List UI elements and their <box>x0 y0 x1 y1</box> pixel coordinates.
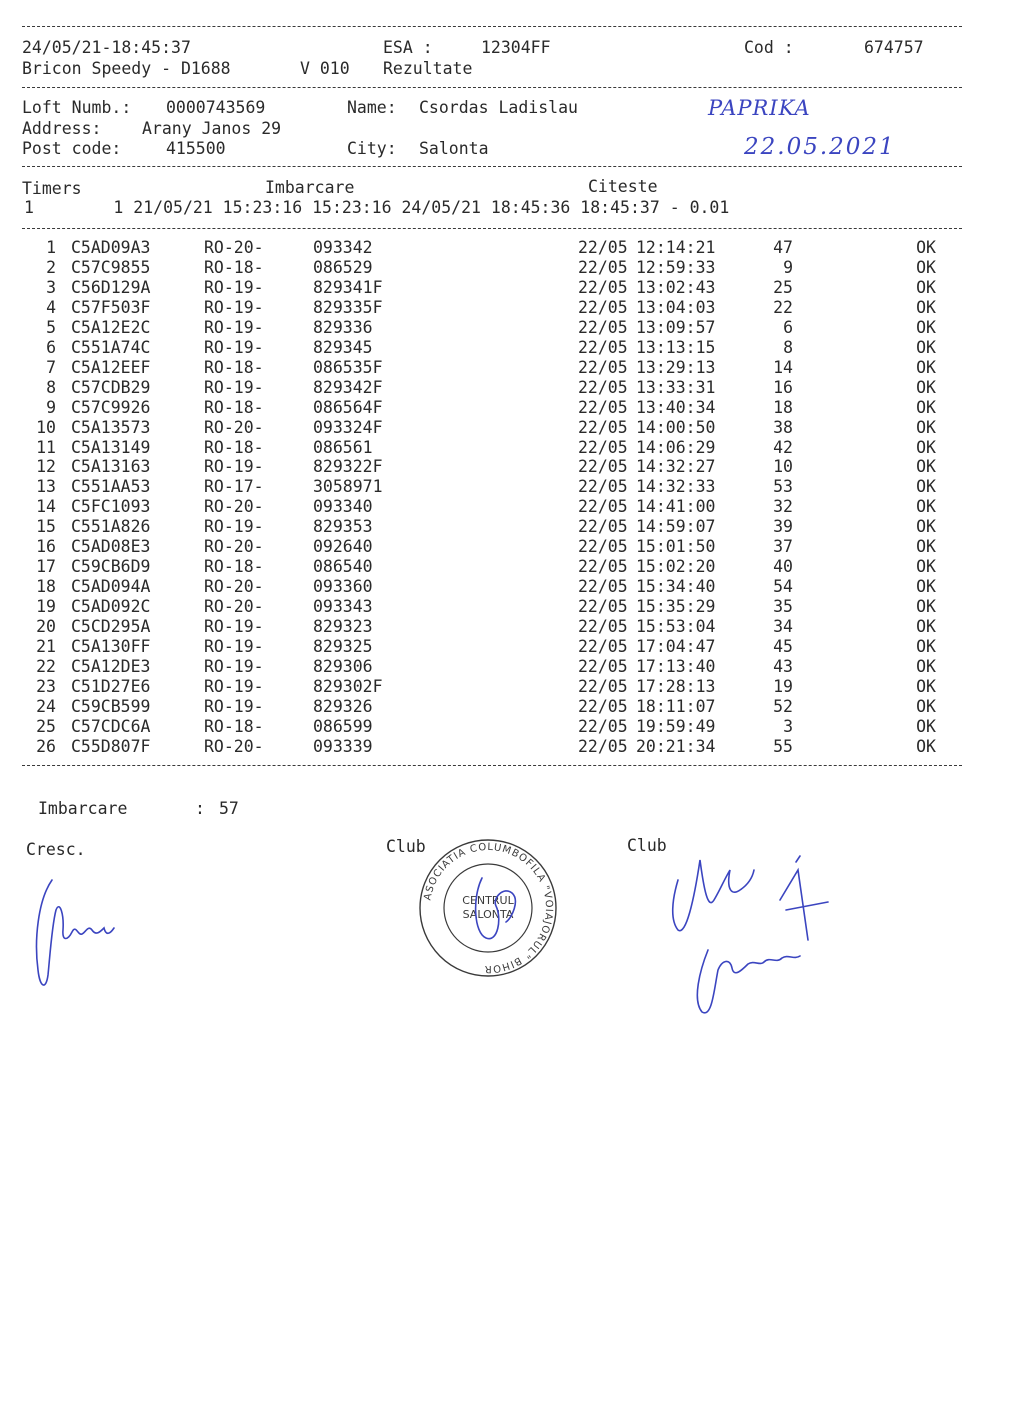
ring-prefix: RO-18- <box>204 357 264 377</box>
chip-id: C5FC1093 <box>71 497 151 517</box>
table-row <box>0 398 1024 418</box>
club-label-1: Club <box>386 837 426 856</box>
arrival-date: 22/05 <box>578 238 628 257</box>
print-datetime: 24/05/21-18:45:37 <box>22 38 191 57</box>
ring-prefix: RO-19- <box>204 277 264 297</box>
chip-id: C551A74C <box>71 337 151 357</box>
stamp-ring-text: ASOCIATIA COLUMBOFILA "VOIAJORUL" BIHOR <box>422 841 555 975</box>
handwritten-race-name: PAPRIKA <box>708 96 811 120</box>
chip-id: C57C9855 <box>71 257 151 277</box>
position: 42 <box>773 437 793 457</box>
table-row <box>0 258 1024 278</box>
arrival-date: 22/05 <box>578 317 628 337</box>
ring-number: 829336 <box>313 317 373 337</box>
position: 10 <box>773 457 793 477</box>
row-index: 17 <box>36 557 56 577</box>
position: 3 <box>783 716 793 736</box>
row-index: 5 <box>46 317 56 337</box>
status: OK <box>916 577 936 597</box>
esa-label: ESA : <box>383 38 433 57</box>
club-stamp <box>412 838 564 978</box>
chip-id: C5A12DE3 <box>71 656 151 676</box>
ring-number: 829335F <box>313 297 383 317</box>
arrival-time: 14:59:07 <box>636 517 716 537</box>
address-value: Arany Janos 29 <box>142 119 282 138</box>
position: 34 <box>773 617 793 637</box>
company-name: Bricon Speedy - D1688 <box>22 59 231 78</box>
arrival-date: 22/05 <box>578 597 628 617</box>
status: OK <box>916 557 936 577</box>
row-index: 1 <box>46 238 56 257</box>
table-row <box>0 677 1024 697</box>
row-index: 11 <box>36 437 56 457</box>
table-row <box>0 537 1024 557</box>
ring-prefix: RO-20- <box>204 577 264 597</box>
club-signature <box>660 840 840 1020</box>
row-index: 10 <box>36 417 56 437</box>
breeder-signature <box>30 870 130 1000</box>
row-index: 4 <box>46 297 56 317</box>
position: 40 <box>773 557 793 577</box>
chip-id: C57CDC6A <box>71 716 151 736</box>
chip-id: C51D27E6 <box>71 676 151 696</box>
status: OK <box>916 377 936 397</box>
chip-id: C57CDB29 <box>71 377 151 397</box>
status: OK <box>916 337 936 357</box>
arrival-date: 22/05 <box>578 736 628 756</box>
arrival-time: 13:13:15 <box>636 337 716 357</box>
status: OK <box>916 597 936 617</box>
status: OK <box>916 477 936 497</box>
table-row <box>0 657 1024 677</box>
position: 43 <box>773 656 793 676</box>
arrival-time: 17:04:47 <box>636 637 716 656</box>
status: OK <box>916 537 936 557</box>
table-row <box>0 557 1024 577</box>
arrival-time: 17:28:13 <box>636 676 716 696</box>
position: 6 <box>783 317 793 337</box>
position: 54 <box>773 577 793 597</box>
table-row <box>0 358 1024 378</box>
status: OK <box>916 497 936 517</box>
timers-imbarcare-label: Imbarcare <box>265 178 355 197</box>
chip-id: C55D807F <box>71 736 151 756</box>
row-index: 22 <box>36 656 56 676</box>
ring-number: 086529 <box>313 257 373 277</box>
arrival-date: 22/05 <box>578 696 628 716</box>
chip-id: C551AA53 <box>71 477 151 497</box>
status: OK <box>916 457 936 477</box>
table-row <box>0 577 1024 597</box>
table-row <box>0 697 1024 717</box>
ring-prefix: RO-20- <box>204 497 264 517</box>
position: 8 <box>783 337 793 357</box>
table-row <box>0 457 1024 477</box>
row-index: 9 <box>46 397 56 417</box>
arrival-date: 22/05 <box>578 397 628 417</box>
table-row <box>0 338 1024 358</box>
loft-value: 0000743569 <box>166 98 266 117</box>
table-row <box>0 517 1024 537</box>
arrival-time: 14:41:00 <box>636 497 716 517</box>
row-index: 13 <box>36 477 56 497</box>
arrival-date: 22/05 <box>578 716 628 736</box>
position: 37 <box>773 537 793 557</box>
row-index: 16 <box>36 537 56 557</box>
table-row <box>0 438 1024 458</box>
chip-id: C5A13573 <box>71 417 151 437</box>
arrival-time: 14:32:33 <box>636 477 716 497</box>
arrival-time: 18:11:07 <box>636 696 716 716</box>
ring-number: 829325 <box>313 637 373 656</box>
footer-imbarcare-value: 57 <box>219 799 239 818</box>
row-index: 24 <box>36 696 56 716</box>
row-index: 18 <box>36 577 56 597</box>
table-row <box>0 378 1024 398</box>
arrival-date: 22/05 <box>578 477 628 497</box>
separator-timers <box>22 228 962 229</box>
status: OK <box>916 357 936 377</box>
ring-prefix: RO-18- <box>204 257 264 277</box>
footer-imbarcare-sep: : <box>195 799 205 818</box>
ring-prefix: RO-20- <box>204 537 264 557</box>
arrival-time: 12:59:33 <box>636 257 716 277</box>
arrival-time: 13:40:34 <box>636 397 716 417</box>
arrival-date: 22/05 <box>578 257 628 277</box>
position: 47 <box>773 238 793 257</box>
ring-prefix: RO-19- <box>204 517 264 537</box>
status: OK <box>916 238 936 257</box>
arrival-date: 22/05 <box>578 557 628 577</box>
chip-id: C5AD08E3 <box>71 537 151 557</box>
arrival-date: 22/05 <box>578 617 628 637</box>
version: V 010 <box>300 59 350 78</box>
ring-number: 093324F <box>313 417 383 437</box>
ring-prefix: RO-19- <box>204 676 264 696</box>
name-value: Csordas Ladislau <box>419 98 578 117</box>
arrival-time: 15:35:29 <box>636 597 716 617</box>
ring-prefix: RO-19- <box>204 637 264 656</box>
arrival-time: 14:06:29 <box>636 437 716 457</box>
position: 38 <box>773 417 793 437</box>
arrival-time: 13:02:43 <box>636 277 716 297</box>
status: OK <box>916 637 936 656</box>
arrival-date: 22/05 <box>578 637 628 656</box>
chip-id: C5A12EEF <box>71 357 151 377</box>
stamp-center-line2: SALONTA <box>462 908 514 921</box>
ring-number: 086564F <box>313 397 383 417</box>
position: 18 <box>773 397 793 417</box>
ring-prefix: RO-18- <box>204 716 264 736</box>
position: 9 <box>783 257 793 277</box>
position: 22 <box>773 297 793 317</box>
ring-number: 829323 <box>313 617 373 637</box>
separator-bottom <box>22 765 962 766</box>
position: 25 <box>773 277 793 297</box>
arrival-date: 22/05 <box>578 676 628 696</box>
chip-id: C551A826 <box>71 517 151 537</box>
chip-id: C5A130FF <box>71 637 151 656</box>
ring-number: 829322F <box>313 457 383 477</box>
position: 53 <box>773 477 793 497</box>
ring-number: 829302F <box>313 676 383 696</box>
city-label: City: <box>347 139 397 158</box>
separator-loft <box>22 166 962 167</box>
ring-number: 093360 <box>313 577 373 597</box>
table-row <box>0 418 1024 438</box>
arrival-time: 13:33:31 <box>636 377 716 397</box>
ring-number: 3058971 <box>313 477 383 497</box>
row-index: 21 <box>36 637 56 656</box>
cod-value: 674757 <box>864 38 924 57</box>
ring-number: 093342 <box>313 238 373 257</box>
status: OK <box>916 617 936 637</box>
arrival-time: 13:04:03 <box>636 297 716 317</box>
report-title: Rezultate <box>383 59 473 78</box>
arrival-date: 22/05 <box>578 357 628 377</box>
table-row <box>0 477 1024 497</box>
arrival-time: 15:34:40 <box>636 577 716 597</box>
position: 55 <box>773 736 793 756</box>
ring-prefix: RO-19- <box>204 617 264 637</box>
arrival-time: 15:01:50 <box>636 537 716 557</box>
name-label: Name: <box>347 98 397 117</box>
ring-prefix: RO-19- <box>204 457 264 477</box>
ring-number: 829341F <box>313 277 383 297</box>
ring-number: 093339 <box>313 736 373 756</box>
position: 32 <box>773 497 793 517</box>
postcode-label: Post code: <box>22 139 122 158</box>
ring-number: 829353 <box>313 517 373 537</box>
ring-prefix: RO-18- <box>204 437 264 457</box>
position: 14 <box>773 357 793 377</box>
ring-prefix: RO-19- <box>204 377 264 397</box>
status: OK <box>916 417 936 437</box>
separator-header <box>22 87 962 88</box>
ring-prefix: RO-19- <box>204 656 264 676</box>
row-index: 3 <box>46 277 56 297</box>
arrival-date: 22/05 <box>578 656 628 676</box>
city-value: Salonta <box>419 139 489 158</box>
table-row <box>0 617 1024 637</box>
row-index: 26 <box>36 736 56 756</box>
arrival-date: 22/05 <box>578 377 628 397</box>
row-index: 19 <box>36 597 56 617</box>
arrival-time: 19:59:49 <box>636 716 716 736</box>
cresc-label: Cresc. <box>26 840 86 859</box>
position: 52 <box>773 696 793 716</box>
status: OK <box>916 517 936 537</box>
arrival-date: 22/05 <box>578 437 628 457</box>
ring-number: 829326 <box>313 696 373 716</box>
chip-id: C56D129A <box>71 277 151 297</box>
address-label: Address: <box>22 119 102 138</box>
chip-id: C5AD094A <box>71 577 151 597</box>
ring-number: 829342F <box>313 377 383 397</box>
row-index: 2 <box>46 257 56 277</box>
ring-number: 086535F <box>313 357 383 377</box>
status: OK <box>916 656 936 676</box>
row-index: 25 <box>36 716 56 736</box>
table-row <box>0 278 1024 298</box>
table-row <box>0 737 1024 757</box>
ring-prefix: RO-18- <box>204 397 264 417</box>
ring-prefix: RO-18- <box>204 557 264 577</box>
position: 35 <box>773 597 793 617</box>
chip-id: C5A12E2C <box>71 317 151 337</box>
position: 16 <box>773 377 793 397</box>
postcode-value: 415500 <box>166 139 226 158</box>
timers-line: 1 1 21/05/21 15:23:16 15:23:16 24/05/21 18:45:36 18:45:37 - 0.01 <box>24 198 730 217</box>
chip-id: C59CB6D9 <box>71 557 151 577</box>
position: 19 <box>773 676 793 696</box>
footer-imbarcare-label: Imbarcare <box>38 799 128 818</box>
status: OK <box>916 317 936 337</box>
chip-id: C57F503F <box>71 297 151 317</box>
ring-number: 086540 <box>313 557 373 577</box>
arrival-date: 22/05 <box>578 457 628 477</box>
arrival-time: 17:13:40 <box>636 656 716 676</box>
separator-top <box>22 26 962 27</box>
ring-number: 092640 <box>313 537 373 557</box>
ring-prefix: RO-19- <box>204 297 264 317</box>
ring-prefix: RO-20- <box>204 238 264 257</box>
ring-number: 093340 <box>313 497 373 517</box>
timers-label: Timers <box>22 179 82 198</box>
esa-value: 12304FF <box>481 38 551 57</box>
arrival-time: 14:00:50 <box>636 417 716 437</box>
arrival-time: 13:29:13 <box>636 357 716 377</box>
club-label-2: Club <box>627 836 667 855</box>
status: OK <box>916 277 936 297</box>
status: OK <box>916 676 936 696</box>
chip-id: C5A13163 <box>71 457 151 477</box>
chip-id: C5A13149 <box>71 437 151 457</box>
arrival-date: 22/05 <box>578 537 628 557</box>
arrival-date: 22/05 <box>578 277 628 297</box>
arrival-date: 22/05 <box>578 497 628 517</box>
status: OK <box>916 257 936 277</box>
ring-prefix: RO-20- <box>204 736 264 756</box>
table-row <box>0 318 1024 338</box>
row-index: 20 <box>36 617 56 637</box>
stamp-center-line1: CENTRUL <box>462 894 514 907</box>
chip-id: C59CB599 <box>71 696 151 716</box>
arrival-date: 22/05 <box>578 417 628 437</box>
ring-number: 829306 <box>313 656 373 676</box>
arrival-date: 22/05 <box>578 517 628 537</box>
table-row <box>0 637 1024 657</box>
ring-number: 093343 <box>313 597 373 617</box>
position: 39 <box>773 517 793 537</box>
ring-prefix: RO-20- <box>204 417 264 437</box>
ring-prefix: RO-19- <box>204 317 264 337</box>
chip-id: C5AD09A3 <box>71 238 151 257</box>
status: OK <box>916 736 936 756</box>
arrival-time: 15:02:20 <box>636 557 716 577</box>
timers-citeste-label: Citeste <box>588 177 658 196</box>
ring-prefix: RO-19- <box>204 696 264 716</box>
row-index: 8 <box>46 377 56 397</box>
status: OK <box>916 297 936 317</box>
ring-number: 086561 <box>313 437 373 457</box>
arrival-date: 22/05 <box>578 297 628 317</box>
arrival-time: 20:21:34 <box>636 736 716 756</box>
row-index: 6 <box>46 337 56 357</box>
arrival-time: 15:53:04 <box>636 617 716 637</box>
chip-id: C5AD092C <box>71 597 151 617</box>
loft-label: Loft Numb.: <box>22 98 132 117</box>
table-row <box>0 717 1024 737</box>
row-index: 14 <box>36 497 56 517</box>
position: 45 <box>773 637 793 656</box>
row-index: 7 <box>46 357 56 377</box>
table-row <box>0 298 1024 318</box>
status: OK <box>916 437 936 457</box>
handwritten-race-date: 22.05.2021 <box>744 134 896 160</box>
arrival-time: 13:09:57 <box>636 317 716 337</box>
table-row <box>0 497 1024 517</box>
ring-prefix: RO-17- <box>204 477 264 497</box>
ring-prefix: RO-19- <box>204 337 264 357</box>
ring-number: 086599 <box>313 716 373 736</box>
row-index: 15 <box>36 517 56 537</box>
status: OK <box>916 716 936 736</box>
arrival-date: 22/05 <box>578 337 628 357</box>
row-index: 12 <box>36 457 56 477</box>
arrival-time: 14:32:27 <box>636 457 716 477</box>
cod-label: Cod : <box>744 38 794 57</box>
ring-prefix: RO-20- <box>204 597 264 617</box>
chip-id: C5CD295A <box>71 617 151 637</box>
table-row <box>0 597 1024 617</box>
table-row <box>0 238 1024 258</box>
row-index: 23 <box>36 676 56 696</box>
arrival-time: 12:14:21 <box>636 238 716 257</box>
status: OK <box>916 696 936 716</box>
chip-id: C57C9926 <box>71 397 151 417</box>
arrival-date: 22/05 <box>578 577 628 597</box>
ring-number: 829345 <box>313 337 373 357</box>
status: OK <box>916 397 936 417</box>
